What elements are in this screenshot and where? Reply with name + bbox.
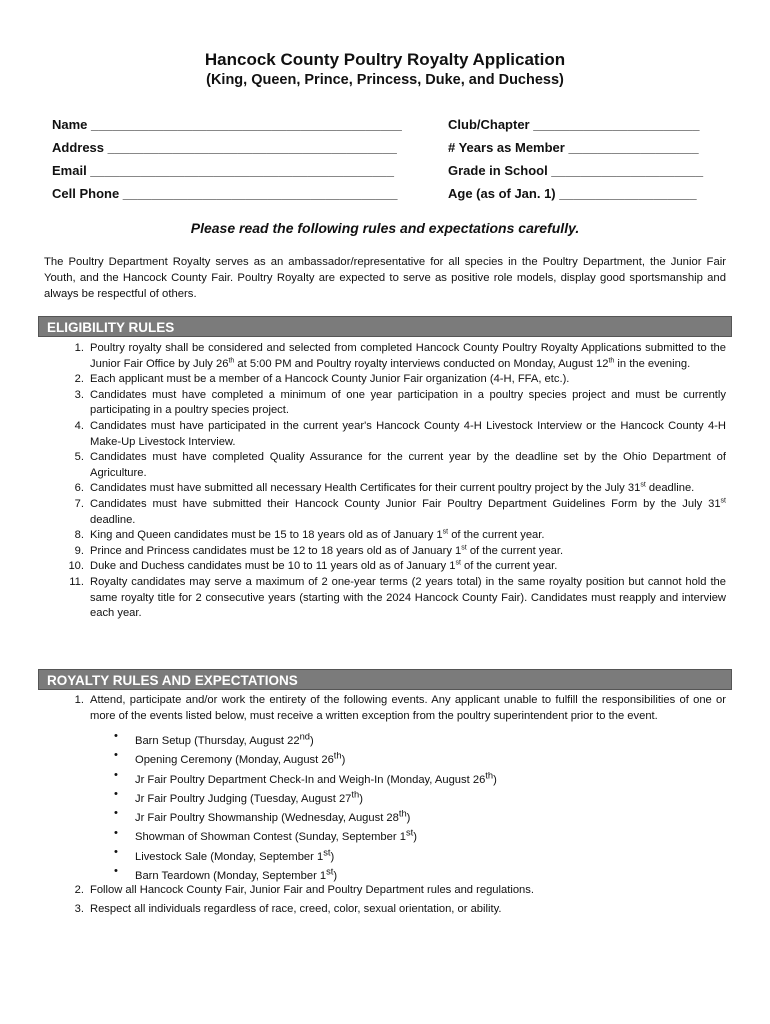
- item-number: 4.: [74, 419, 84, 432]
- list-item: [74, 693, 726, 882]
- event-item: [90, 824, 726, 843]
- bullet-icon: •: [114, 826, 118, 839]
- item-number: 1.: [74, 694, 84, 706]
- bullet-icon: •: [114, 807, 118, 820]
- item-text: King and Queen candidates must be 15 to 18 years old as of January 1st of the current year.: [90, 528, 545, 542]
- item-number: 11.: [69, 575, 84, 588]
- event-text: Jr Fair Poultry Judging (Tuesday, August 27th): [135, 789, 363, 805]
- bullet-icon: •: [114, 730, 118, 743]
- eligibility-list: [68, 341, 726, 622]
- item-number: 10.: [68, 560, 84, 573]
- event-item: [90, 804, 726, 823]
- bullet-icon: •: [114, 788, 118, 801]
- list-item: [68, 559, 726, 575]
- age-field[interactable]: Age (as of Jan. 1) ___________________: [448, 186, 697, 201]
- list-item: [74, 419, 726, 450]
- eligibility-heading: ELIGIBILITY RULES: [38, 316, 732, 337]
- item-number: 7.: [74, 497, 84, 510]
- years-member-field[interactable]: # Years as Member __________________: [448, 140, 699, 155]
- event-text: Barn Setup (Thursday, August 22nd): [135, 731, 314, 747]
- name-field[interactable]: Name ___________________________________________: [52, 117, 402, 132]
- list-item: [69, 575, 726, 622]
- event-text: Showman of Showman Contest (Sunday, September 1st): [135, 827, 417, 844]
- page-title: Hancock County Poultry Royalty Application: [204, 50, 566, 69]
- instructions-heading: Please read the following rules and expectations carefully.: [190, 220, 580, 236]
- item-text: Poultry royalty shall be considered and selected from completed Hancock County Poultry Royalty Applications submitted to the Junior Fair Office by July 26th at 5:00 PM and Poultry royalty interviews conducted on Monday, August 12th in the evening.: [90, 342, 726, 370]
- list-item: [74, 450, 726, 481]
- item-number: 6.: [74, 482, 84, 495]
- cell-phone-field[interactable]: Cell Phone ______________________________________: [52, 186, 398, 201]
- event-text: Jr Fair Poultry Showmanship (Wednesday, August 28th): [135, 808, 411, 825]
- list-item: [74, 388, 726, 419]
- event-item: [90, 862, 726, 881]
- list-item: [74, 883, 726, 899]
- item-text: Royalty candidates may serve a maximum of 2 one-year terms (2 years total) in the same royalty position but cannot hold the same royalty title for 2 consecutive years (starting with the 2024 Hancock County Fair). Candidates must reapply and interview each year.: [90, 575, 726, 620]
- grade-field[interactable]: Grade in School _____________________: [448, 163, 704, 178]
- list-item: [74, 481, 726, 497]
- address-field[interactable]: Address ________________________________________: [52, 140, 397, 155]
- item-number: 9.: [74, 544, 84, 557]
- item-text: Attend, participate and/or work the entirety of the following events. Any applicant unable to fulfill the responsibilities of one or more of the events listed below, must receive a written exception from the poultry superintendent prior to the event.: [90, 694, 726, 722]
- list-item: [74, 372, 726, 388]
- item-number: 2.: [74, 373, 84, 386]
- item-number: 2.: [74, 883, 84, 896]
- event-item: [90, 785, 726, 804]
- email-field[interactable]: Email __________________________________________: [52, 163, 394, 178]
- event-text: Livestock Sale (Monday, September 1st): [135, 846, 335, 863]
- list-item: [74, 528, 726, 544]
- item-number: 3.: [74, 388, 84, 401]
- item-number: 3.: [74, 903, 84, 916]
- item-text: Candidates must have submitted all necessary Health Certificates for their current poultry project by the July 31st deadline.: [90, 481, 695, 495]
- item-number: 5.: [74, 451, 84, 464]
- item-text: Each applicant must be a member of a Hancock County Junior Fair organization (4-H, FFA, etc.).: [90, 373, 570, 386]
- list-item: [74, 902, 726, 918]
- list-item: [74, 497, 726, 528]
- club-chapter-field[interactable]: Club/Chapter _______________________: [448, 117, 700, 132]
- list-item: [74, 341, 726, 372]
- events-list: [90, 727, 726, 881]
- item-text: Prince and Princess candidates must be 12 to 18 years old as of January 1st of the current year.: [90, 543, 564, 557]
- intro-paragraph: The Poultry Department Royalty serves as an ambassador/representative for all species in the Poultry Department, the Junior Fair Youth, and the Hancock County Fair. Poultry Royalty are expected to serve as positive role models, display good sportsmanship and always be respectful of others.: [44, 256, 726, 300]
- applicant-fields: [52, 117, 722, 209]
- royalty-heading: ROYALTY RULES AND EXPECTATIONS: [38, 669, 732, 690]
- royalty-list: [74, 693, 726, 918]
- event-text: Opening Ceremony (Monday, August 26th): [135, 750, 346, 767]
- item-text: Candidates must have completed Quality Assurance for the current year by the deadline set by the Ohio Department of Agriculture.: [90, 451, 726, 479]
- event-item: [90, 843, 726, 862]
- event-item: [90, 727, 726, 746]
- item-number: 1.: [74, 342, 84, 354]
- page-subtitle: (King, Queen, Prince, Princess, Duke, and Duchess): [206, 72, 564, 88]
- item-text: Respect all individuals regardless of race, creed, color, sexual orientation, or ability.: [90, 903, 502, 916]
- item-text: Duke and Duchess candidates must be 10 to 11 years old as of January 1st of the current year.: [90, 559, 558, 573]
- list-item: [74, 543, 726, 560]
- item-text: Candidates must have completed a minimum of one year participation in a poultry species project and must be currently participating in a poultry species project.: [90, 388, 726, 417]
- bullet-icon: •: [114, 749, 118, 762]
- item-text: Candidates must have participated in the current year's Hancock County 4-H Livestock Interview or the Hancock County 4-H Make-Up Livestock Interview.: [90, 419, 726, 448]
- event-item: [90, 766, 726, 785]
- bullet-icon: •: [114, 845, 118, 858]
- item-text: Follow all Hancock County Fair, Junior Fair and Poultry Department rules and regulations.: [90, 883, 534, 896]
- item-text: Candidates must have submitted their Hancock County Junior Fair Poultry Department Guidelines Form by the July 31st deadline.: [90, 497, 726, 526]
- event-text: Jr Fair Poultry Department Check-In and Weigh-In (Monday, August 26th): [135, 769, 497, 786]
- bullet-icon: •: [114, 865, 118, 878]
- event-text: Barn Teardown (Monday, September 1st): [135, 866, 338, 882]
- bullet-icon: •: [114, 768, 118, 781]
- item-number: 8.: [74, 529, 84, 542]
- event-item: [90, 746, 726, 765]
